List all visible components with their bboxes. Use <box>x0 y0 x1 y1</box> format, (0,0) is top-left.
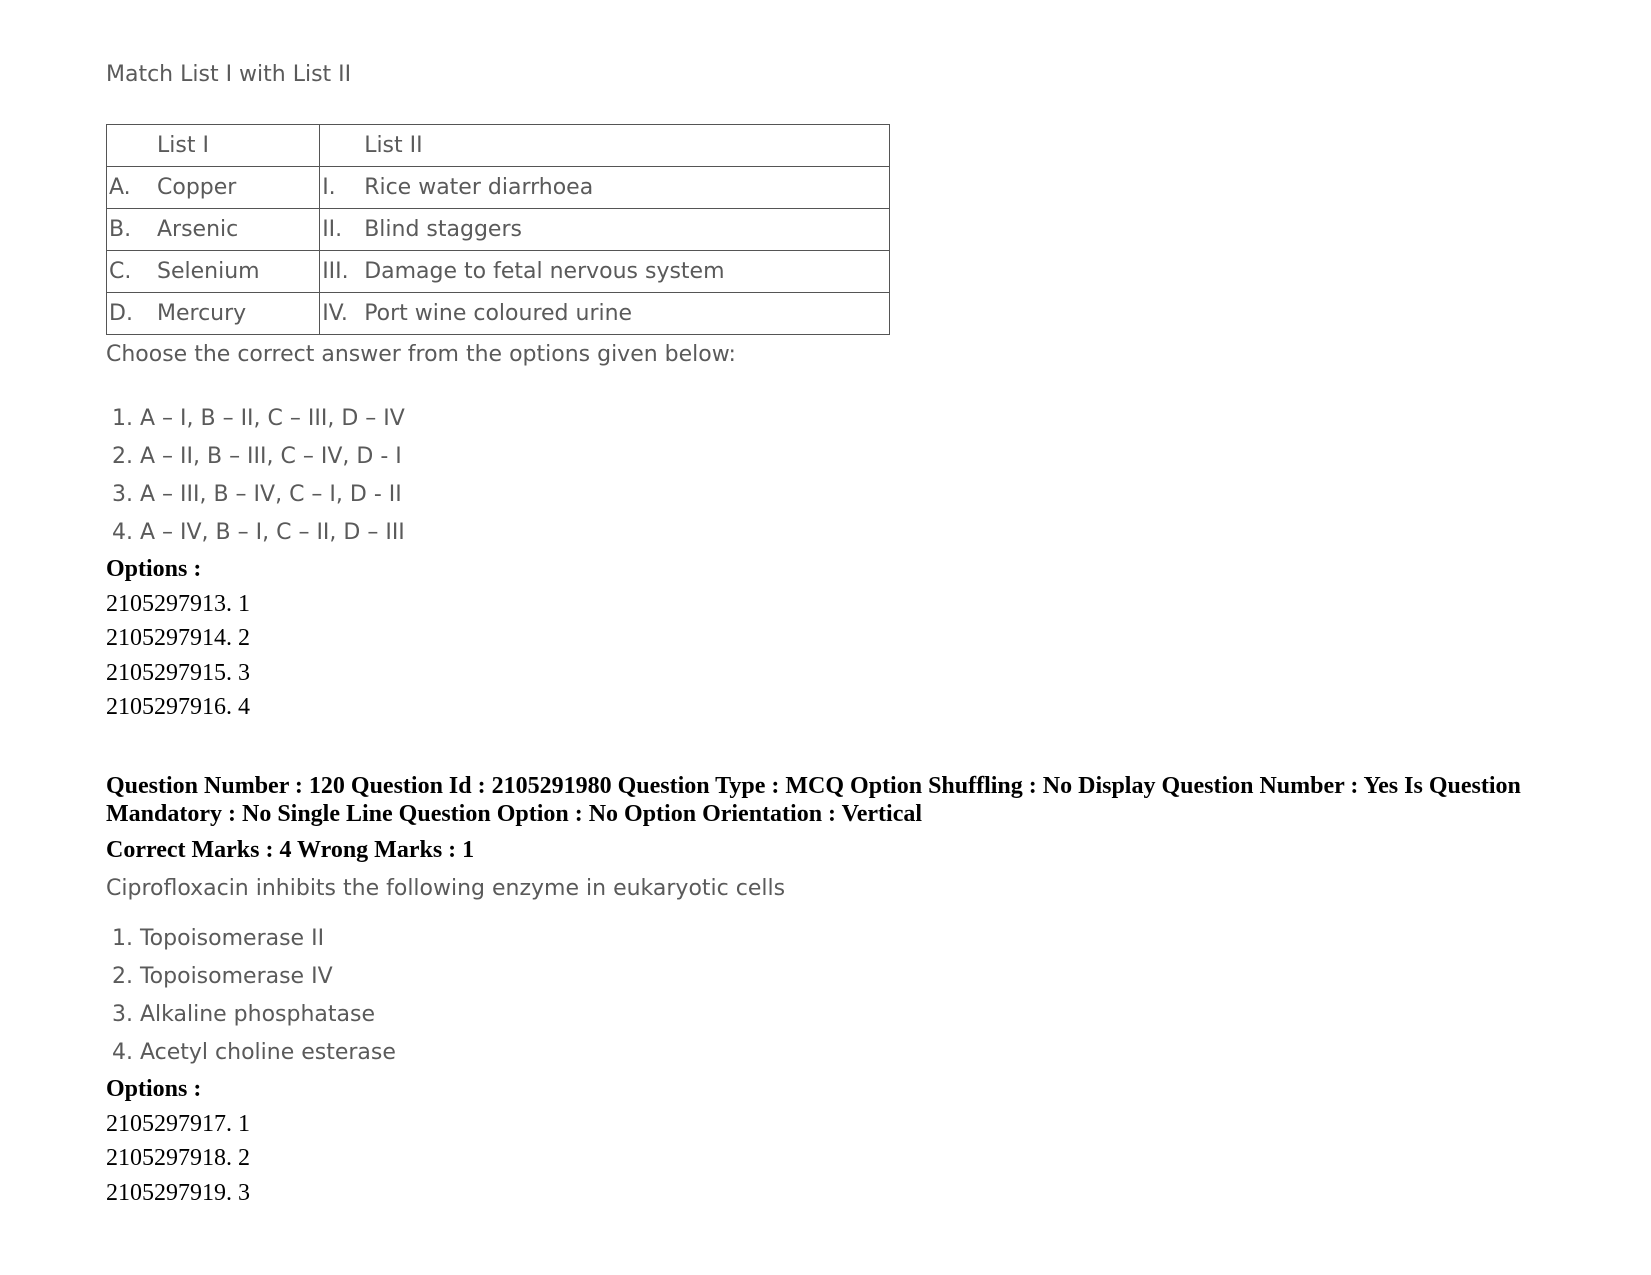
option-item: 2105297917. 1 <box>106 1110 250 1137</box>
q2-options-block <box>106 1072 250 1210</box>
list1-cell: C. Selenium <box>107 251 320 293</box>
table-row <box>107 293 890 335</box>
table-row <box>107 251 890 293</box>
option-item: 2105297915. 3 <box>106 659 250 686</box>
header-list-1: List I <box>107 125 320 167</box>
header-list-2: List II <box>320 125 890 167</box>
question-text: Ciprofloxacin inhibits the following enzyme in eukaryotic cells <box>106 876 786 901</box>
list2-cell: III. Damage to fetal nervous system <box>320 251 890 293</box>
list1-cell: B. Arsenic <box>107 209 320 251</box>
question-meta: Question Number : 120 Question Id : 2105291980 Question Type : MCQ Option Shuffling : No Display Question Number : Yes Is Question Mandatory : No Single Line Question Option : No Option Orientation : Vertical <box>106 773 1521 827</box>
list2-cell: I. Rice water diarrhoea <box>320 167 890 209</box>
option-item: 2105297914. 2 <box>106 625 250 651</box>
options-label: Options : <box>106 1076 202 1102</box>
option-item: 2105297916. 4 <box>106 694 250 720</box>
q1-options-block <box>106 552 250 725</box>
table-row <box>107 167 890 209</box>
list2-cell: II. Blind staggers <box>320 209 890 251</box>
marks-line: Correct Marks : 4 Wrong Marks : 1 <box>106 837 475 863</box>
q1-choice-list <box>112 400 405 552</box>
question-intro: Match List I with List II <box>106 62 352 87</box>
table-header-row <box>107 125 890 167</box>
list-item: 4. A – IV, B – I, C – II, D – III <box>112 520 405 545</box>
list-item: 3. Alkaline phosphatase <box>112 1002 376 1027</box>
list1-cell: A. Copper <box>107 167 320 209</box>
list-item: 1. A – I, B – II, C – III, D – IV <box>112 406 405 431</box>
list-item: 3. A – III, B – IV, C – I, D - II <box>112 482 402 507</box>
options-label: Options : <box>106 556 202 582</box>
option-item: 2105297918. 2 <box>106 1145 250 1171</box>
choose-instruction: Choose the correct answer from the options given below: <box>106 342 736 367</box>
list1-cell: D. Mercury <box>107 293 320 335</box>
q2-choice-list <box>112 920 396 1072</box>
option-item: 2105297919. 3 <box>106 1179 250 1206</box>
match-table <box>106 124 890 335</box>
list2-cell: IV. Port wine coloured urine <box>320 293 890 335</box>
list-item: 1. Topoisomerase II <box>112 926 325 951</box>
list-item: 2. Topoisomerase IV <box>112 964 333 989</box>
list-item: 4. Acetyl choline esterase <box>112 1040 396 1065</box>
table-row <box>107 209 890 251</box>
option-item: 2105297913. 1 <box>106 590 250 617</box>
list-item: 2. A – II, B – III, C – IV, D - I <box>112 444 402 469</box>
